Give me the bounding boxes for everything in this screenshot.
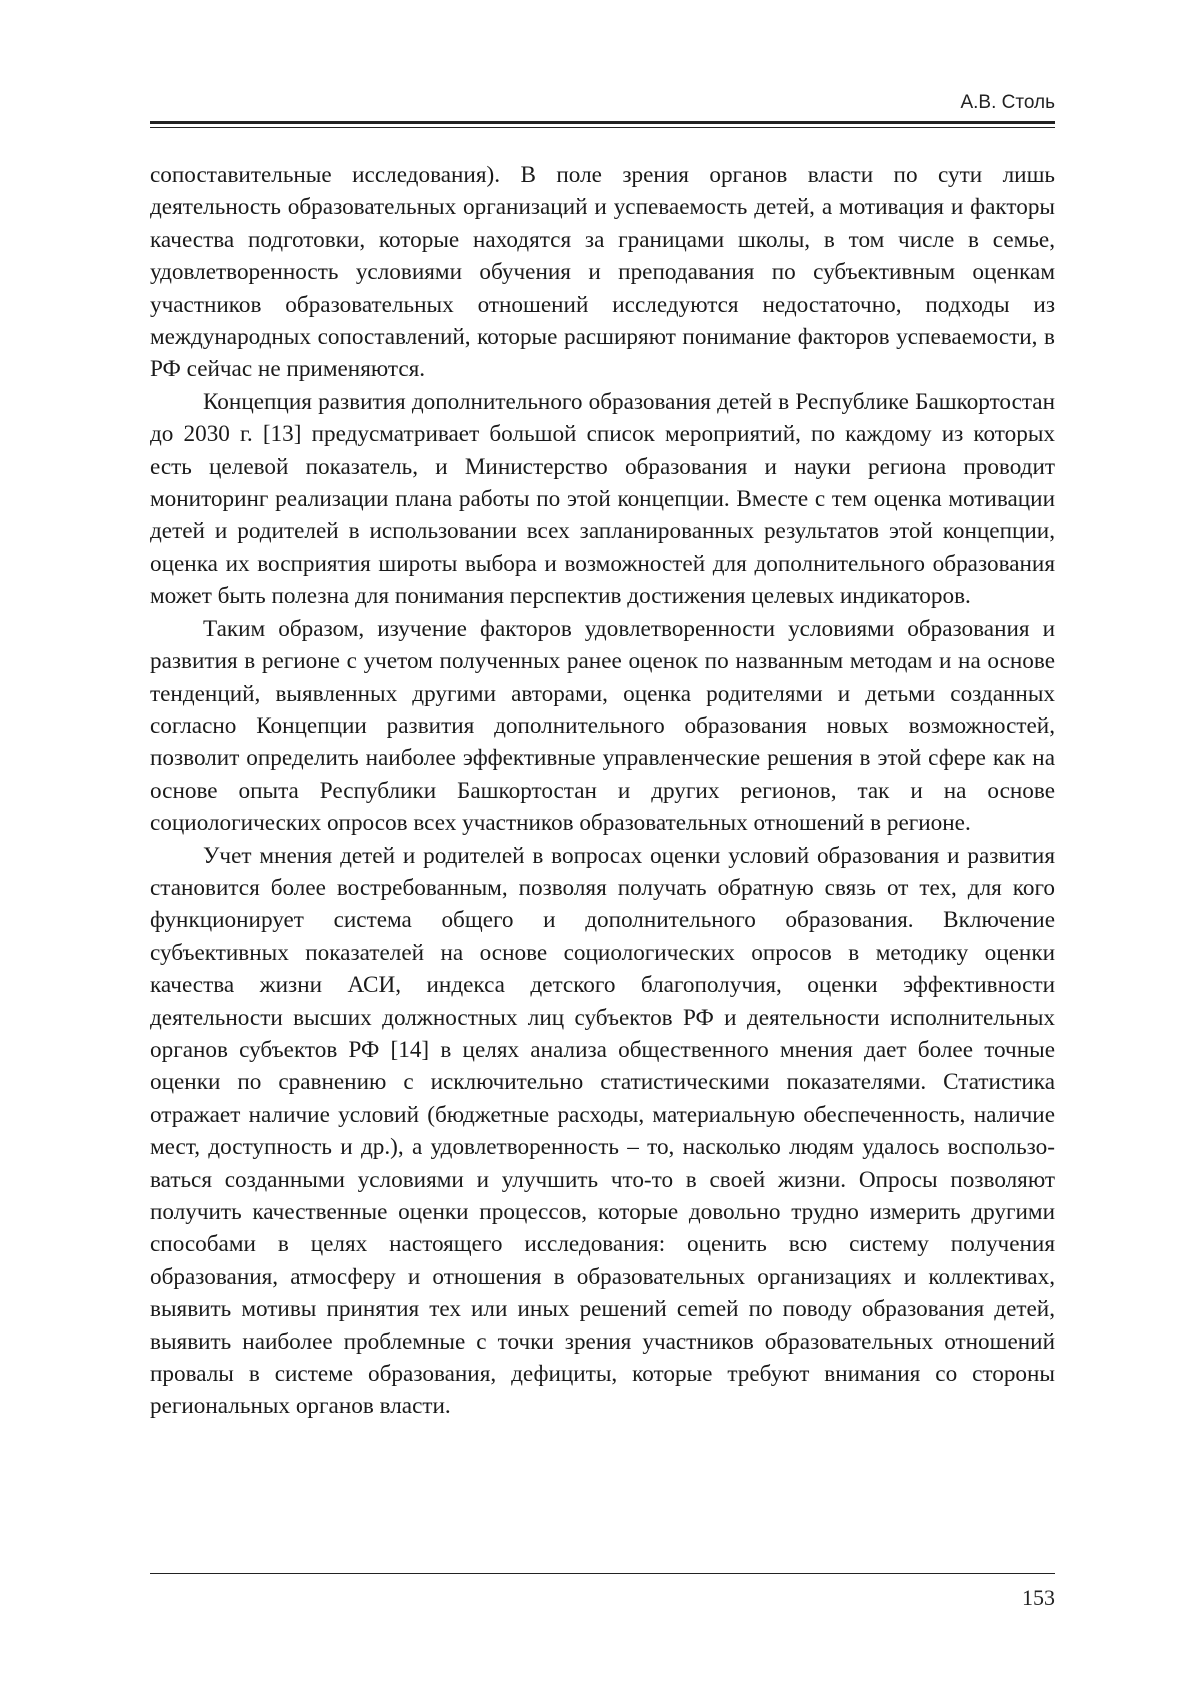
journal-page: [0, 0, 1200, 1705]
running-head-author: А.В. Столь: [150, 92, 1055, 114]
article-body: [150, 159, 1055, 1423]
page-number: 153: [150, 1585, 1055, 1611]
paragraph-conclusion: Таким образом, изучение факторов удовлетворенности условиями образо­вания и развития в регионе с учетом полученных ранее оценок по названным методам и на основе тенденций, выявленных другими авторами, оценка роди­телями и детьми созданных согласно Концепции развития дополнительного об­разования новых возможностей, позволит определить наиболее эффективные управленческие решения в этой сфере как на основе опыта Республики Башкор­тостан и других регионов, так и на основе социологических опросов всех участ­ников образовательных отношений в регионе.: [150, 613, 1055, 840]
paragraph-opinion: Учет мнения детей и родителей в вопросах оценки условий образования и развития становится более востребованным, позволяя получать обратную связь от тех, для кого функционирует система общего и дополнительного обра­зования. Включение субъективных показателей на основе социологических опросов в методику оценки качества жизни АСИ, индекса детского благопо­лучия, оценки эффективности деятельности высших должностных лиц субъектов РФ и деятельности исполнительных органов субъектов РФ [14] в целях анализа общественного мнения дает более точные оценки по сравнению с исключи­тельно статистическими показателями. Статистика отражает наличие условий (бюджетные расходы, материальную обеспеченность, наличие мест, доступ­ность и др.), а удовлетворенность – то, насколько людям удалось воспользо­ваться созданными условиями и улучшить что-то в своей жизни. Опросы поз­воляют получить качественные оценки процессов, которые довольно трудно из­мерить другими способами в целях настоящего исследования: оценить всю систему получения образования, атмосферу и отношения в образовательных ор­ганизациях и коллективах, выявить мотивы принятия тех или иных решений се­mей по поводу образования детей, выявить наиболее проблемные с точки зрения участников образовательных отношений провалы в системе образования, дефи­циты, которые требуют внимания со стороны региональных органов власти.: [150, 840, 1055, 1423]
paragraph-continuation: сопоставительные исследования). В поле зрения органов власти по сути лишь деятельность образовательных организаций и успеваемость детей, а мотивация и факторы качества подготовки, которые находятся за границами школы, в том числе в семье, удовлетворенность условиями обучения и преподавания по субъ­ективным оценкам участников образовательных отношений исследуются недо­статочно, подходы из международных сопоставлений, которые расширяют по­нимание факторов успеваемости, в РФ сейчас не применяются.: [150, 159, 1055, 386]
footer-rule: [150, 1573, 1055, 1574]
header-rule-thick: [150, 121, 1055, 124]
header-rule-thin: [150, 127, 1055, 128]
paragraph-concept: Концепция развития дополнительного образования детей в Республике Башкортостан до 2030 г. [13] предусматривает большой список мероприятий, по каждому из которых есть целевой показатель, и Министерство образования и науки региона проводит мониторинг реализации плана работы по этой кон­цепции. Вместе с тем оценка мотивации детей и родителей в использовании всех запланированных результатов этой концепции, оценка их восприятия ши­роты выбора и возможностей для дополнительного образования может быть по­лезна для понимания перспектив достижения целевых индикаторов.: [150, 386, 1055, 613]
